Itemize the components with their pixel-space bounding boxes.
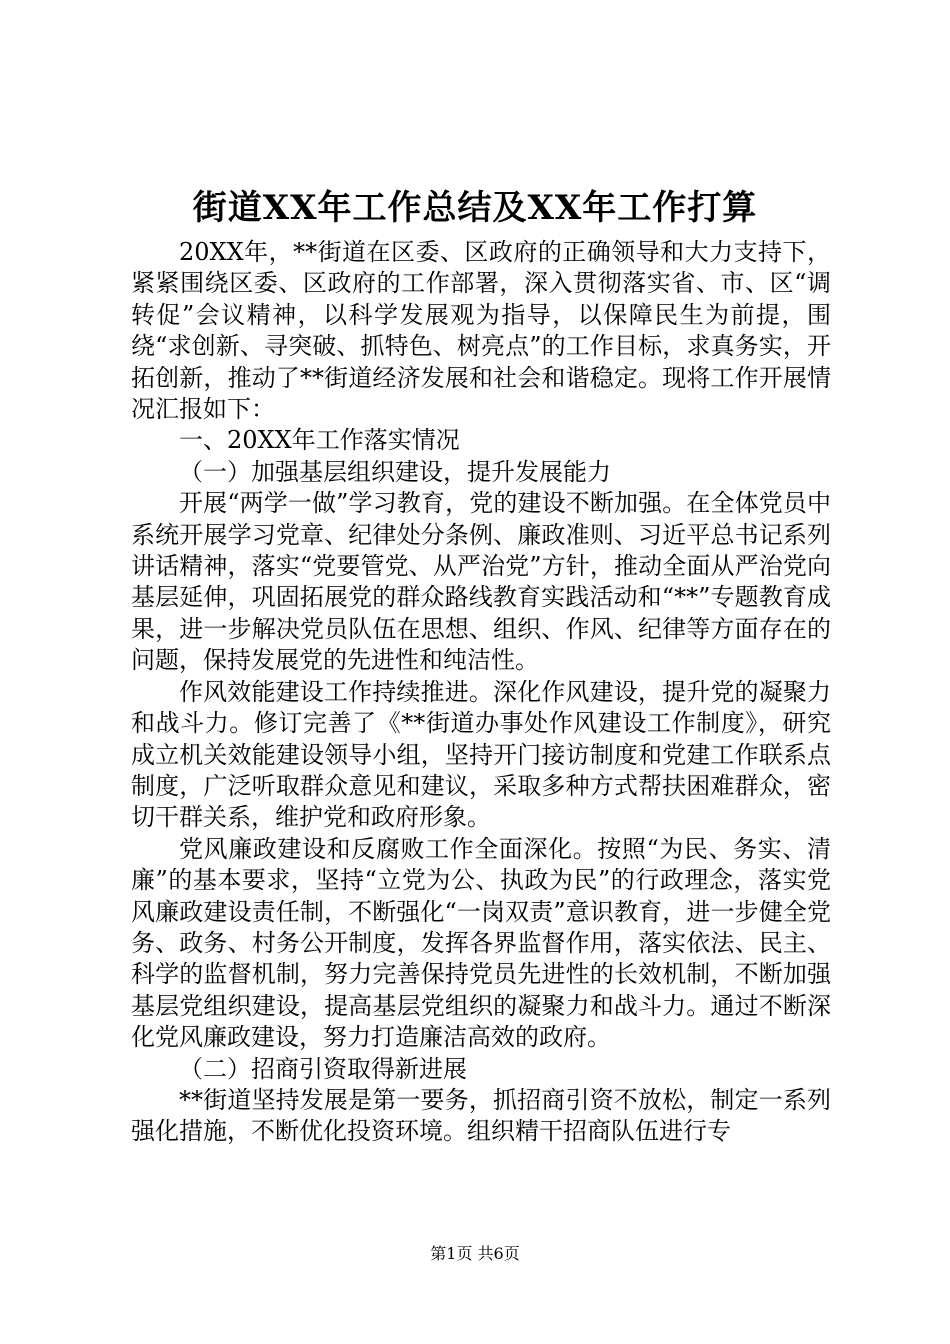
document-body: [131, 237, 831, 1148]
paragraph-intro: 20XX年，**街道在区委、区政府的正确领导和大力支持下，紧紧围绕区委、区政府的工作部署，深入贯彻落实省、市、区“调转促”会议精神，以科学发展观为指导，以保障民生为前提，围绕“求创新、寻突破、抓特色、树亮点”的工作目标，求真务实，开拓创新，推动了**街道经济发展和社会和谐稳定。现将工作开展情况汇报如下：: [131, 238, 831, 424]
paragraph-investment: **街道坚持发展是第一要务，抓招商引资不放松，制定一系列强化措施，不断优化投资环境。组织精干招商队伍进行专: [131, 1085, 831, 1146]
paragraph-party-study: 开展“两学一做”学习教育，党的建设不断加强。在全体党员中系统开展学习党章、纪律处分条例、廉政准则、习近平总书记系列讲话精神，落实“党要管党、从严治党”方针，推动全面从严治党向基层延伸，巩固拓展党的群众路线教育实践活动和“**”专题教育成果，进一步解决党员队伍在思想、组织、作风、纪律等方面存在的问题，保持发展党的先进性和纯洁性。: [131, 489, 831, 675]
document-title: 街道XX年工作总结及XX年工作打算: [192, 188, 758, 228]
paragraph-anti-corruption: 党风廉政建设和反腐败工作全面深化。按照“为民、务实、清廉”的基本要求，坚持“立党为公、执政为民”的行政理念，落实党风廉政建设责任制，不断强化“一岗双责”意识教育，进一步健全党务、政务、村务公开制度，发挥各界监督作用，落实依法、民主、科学的监督机制，努力完善保持党员先进性的长效机制，不断加强基层党组织建设，提高基层党组织的凝聚力和战斗力。通过不断深化党风廉政建设，努力打造廉洁高效的政府。: [131, 834, 831, 1052]
subsection-heading-1: （一）加强基层组织建设，提升发展能力: [179, 457, 611, 486]
page-number: 第1页 共6页: [430, 1244, 520, 1263]
subsection-heading-2: （二）招商引资取得新进展: [179, 1054, 467, 1083]
paragraph-work-style: 作风效能建设工作持续推进。深化作风建设，提升党的凝聚力和战斗力。修订完善了《**街道办事处作风建设工作制度》，研究成立机关效能建设领导小组，坚持开门接访制度和党建工作联系点制度，广泛听取群众意见和建议，采取多种方式帮扶困难群众，密切干群关系，维护党和政府形象。: [131, 677, 831, 832]
section-heading-1: 一、20XX年工作落实情况: [179, 426, 460, 455]
